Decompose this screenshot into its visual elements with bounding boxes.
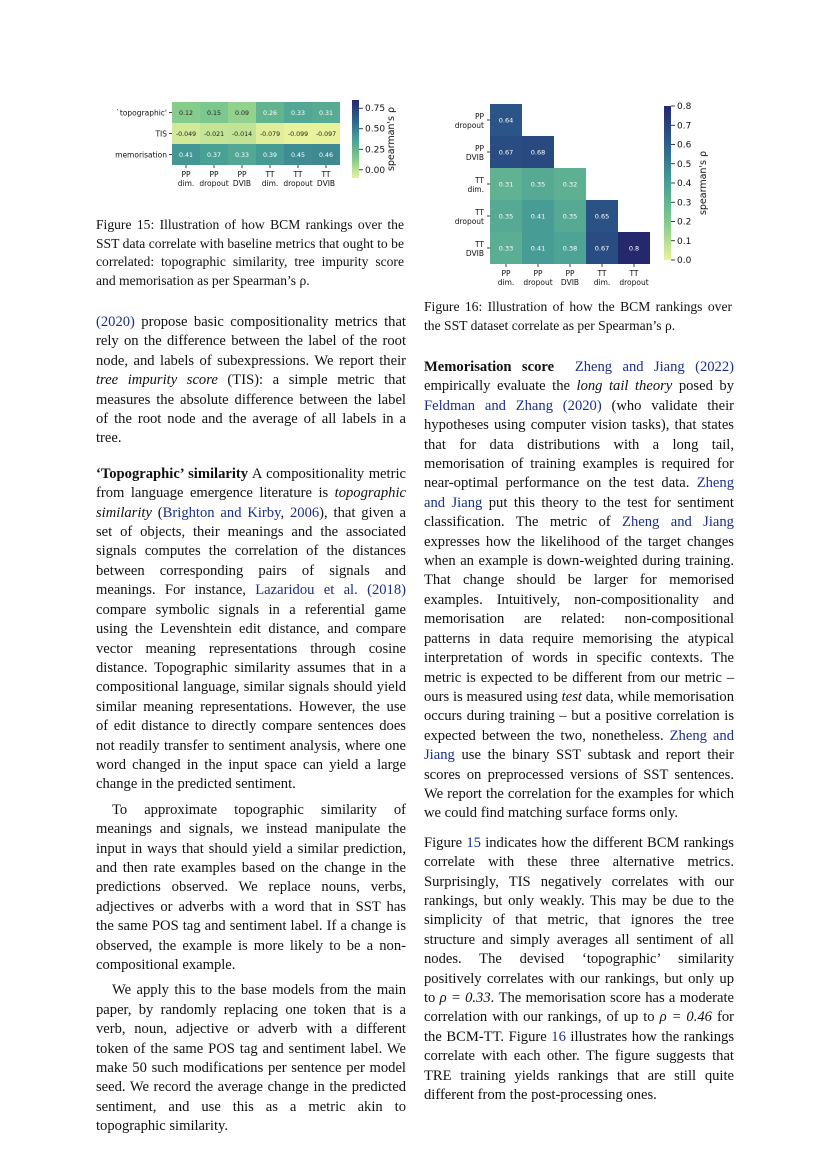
figure-15 [96,96,406,213]
citation-link[interactable]: (2020) [553,397,602,414]
heatmap-cell-label: -0.049 [175,131,197,138]
figure-15-heatmap [96,96,406,208]
citation-link[interactable]: 2006 [289,504,320,521]
heatmap-cell-label: 0.33 [290,110,306,117]
paragraph-topographic: ‘Topographic’ similarity A compositionality metric from language emergence literature is topographic similarity (Brighton and Kirby, 2006), that given a set of objects, their meanings and the associated signals computes the correlation of the distances between corresponding pairs of signals and meanings. For instance, Lazaridou et al. (2018) compare symbolic signals in a referential game using the Levenshtein edit distance, and compare vector meaning representations through cosine distance. Topographic similarity assumes that in a compositional language, similar signals should yield similar meaning representations. However, the use of edit distance to directly compare sentences does not readily transfer to sentiment analysis, where one word changed in the input space can yield a large change in the predicted sentiment. [96,465,407,793]
figure-16-heatmap [424,96,734,290]
colorbar-tick-label: 0.00 [365,165,386,176]
heatmap-cell-label: 0.31 [318,110,334,117]
colorbar-tick-label: 0.0 [677,256,692,266]
heatmap-cell-label: 0.65 [594,212,610,221]
colorbar-tick-label: 0.8 [677,102,692,112]
paragraph-apply: We apply this to the base models from the main paper, by randomly replacing one token that is a verb, noun, adjective or adverb with a different token of the same POS tag and sentiment label. We make 50 such modifications per sentence per model seed. We record the average change in the predicted sentiment, and use this as a metric akin to topographic similarity. [96,982,406,1135]
heatmap-cell-label: 0.39 [262,152,278,159]
x-tick-label: PP [181,170,191,179]
heatmap-cell-label: 0.68 [530,148,546,157]
heatmap-cell-label: 0.41 [178,152,194,159]
figure-16-caption: Figure 16: Illustration of how the BCM rankings over the SST dataset correlate as per Spearman’s ρ. [424,299,732,333]
x-tick-label: dropout [523,278,553,287]
citation-link[interactable]: Zheng and Jiang [574,359,685,375]
heatmap-cell-label: 0.67 [594,244,610,253]
heatmap-cell-label: -0.099 [287,131,309,138]
x-tick-label: PP [209,170,219,179]
x-tick-label: TT [265,170,275,179]
paragraph-memorisation: Memorisation score Zheng and Jiang (2022) empirically evaluate the long tail theory posed by Feldman and Zhang (2020) (who validate their hypotheses using computer vision tasks), that states that for data distributions with a long tail, memorisation of training examples is required for near-optimal performance on the test data. Zheng and Jiang put this theory to the test for sentiment classification. The metric of Zheng and Jiang expresses how the likelihood of the target changes when an example is down-weighted during training. That change should be larger for memorised examples. Intuitively, non-compositionality and memorisation are related: non-compositional patterns in data require memorising the atypical interpretation of words in specific contexts. The metric is expected to be different from our metric – ours is measured using test data, while memorisation occurs during training – but a positive correlation is expected between the two, nonetheless. Zheng and Jiang use the binary SST subtask and report their scores on preprocessed versions of SST sentences. We report the correlation for the examples for which we could find matching surface forms only. [424,359,734,822]
citation-link[interactable]: Zheng and Jiang [622,514,734,531]
paragraph-tis: (2020) propose basic compositionality metrics that rely on the difference between the label of the root node, and labels of subexpressions. We report their tree impurity score (TIS): a simple metric that measures the absolute difference between the label of the root node and the average of all labels in a tree. [96,314,406,447]
heatmap-cell-label: 0.12 [178,110,194,117]
y-tick-label: DVIB [465,153,484,162]
y-tick-label: memorisation [115,150,167,160]
heatmap-cell-label: 0.31 [498,180,514,189]
heatmap-cell-label: 0.35 [562,212,578,221]
colorbar-tick-label: 0.75 [365,104,386,115]
heatmap-cell-label: 0.37 [206,152,222,159]
colorbar-tick-label: 0.4 [677,179,692,189]
colorbar-label: spearman's ρ [386,106,397,172]
heatmap-cell-label: 0.26 [262,110,278,117]
colorbar-tick-label: 0.50 [365,124,386,135]
x-tick-label: DVIB [560,278,580,287]
x-tick-label: dim. [177,179,195,188]
colorbar-tick-label: 0.2 [677,217,692,228]
citation-link[interactable]: Zheng and Jiang [424,475,734,511]
colorbar-tick-label: 0.6 [677,140,692,151]
colorbar-tick-label: 0.5 [677,159,692,170]
heatmap-cell-label: 0.41 [530,244,546,253]
colorbar-tick-label: 0.1 [677,236,692,247]
x-tick-label: TT [321,170,331,179]
heatmap-cell-label: 0.46 [318,152,334,159]
x-tick-label: DVIB [316,179,336,188]
heatmap-cell-label: -0.079 [259,131,281,138]
x-tick-label: PP [533,269,543,278]
colorbar-tick-label: 0.7 [677,121,692,132]
y-tick-label: TT [474,208,484,217]
colorbar [664,106,671,260]
paragraph-figure-discussion: Figure 15 indicates how the different BCM rankings correlate with these three alternative metrics. Surprisingly, TIS negatively correlates with our rankings, but only weakly. This may be due to the simplicity of that metric, that ignores the tree structure and simply averages all sentiment of all nodes. The devised ‘topographic’ similarity positively correlates with our rankings, but only up to ρ = 0.33. The memorisation score has a moderate correlation with our rankings, of up to ρ = 0.46 for the BCM-TT. Figure 16 illustrates how the rankings correlate with each other. The figure suggests that TRE training yields rankings that are still quite different from the post-processing ones. [424,834,734,1104]
x-tick-label: PP [237,170,247,179]
heatmap-cell-label: 0.8 [628,244,640,253]
citation-link[interactable]: Feldman and Zhang [424,397,553,414]
x-tick-label: TT [293,170,303,179]
citation-link[interactable]: Lazaridou et al. [255,582,358,599]
colorbar [352,100,359,178]
x-tick-label: dropout [283,179,313,188]
citation-link[interactable]: (2020) [96,314,135,330]
y-tick-label: dropout [454,217,484,226]
figure-ref-link[interactable]: 16 [551,1028,566,1045]
x-tick-label: DVIB [232,179,252,188]
heatmap-cell-label: 0.32 [562,180,578,189]
x-tick-label: PP [565,269,575,278]
y-tick-label: DVIB [465,249,484,258]
section-heading-memorisation: Memorisation score [424,359,555,375]
y-tick-label: TT [474,240,484,249]
y-tick-label: PP [474,112,484,121]
figure-15-caption: Figure 15: Illustration of how BCM rankings over the SST data correlate with baseline metrics that ought to be correlated: topographic similarity, tree impurity score and memorisation as per Spearman’s ρ. [96,217,404,288]
heatmap-cell-label: 0.45 [290,152,306,159]
y-tick-label: dim. [467,185,484,194]
paragraph-approximate: To approximate topographic similarity of meanings and signals, we instead manipulate the input in ways that should yield a similar prediction, and then rate examples based on the change in the predictions observed. We replace nouns, verbs, adjectives or adverbs with a word that in SST has the same POS tag and sentiment label. If a change is observed, the example is more likely to be a non-compositional example. [96,801,406,973]
heatmap-cell-label: 0.35 [498,212,514,221]
y-tick-label: `topographic' [116,108,167,118]
heatmap-cell-label: 0.09 [234,110,250,117]
heatmap-cell-label: 0.38 [562,244,578,253]
y-tick-label: PP [474,144,484,153]
heatmap-cell-label: 0.67 [498,148,514,157]
y-tick-label: TIS [155,129,167,139]
x-tick-label: TT [629,269,639,278]
colorbar-tick-label: 0.3 [677,198,692,209]
x-tick-label: PP [501,269,511,278]
x-tick-label: TT [597,269,607,278]
left-column [96,313,406,1137]
heatmap-cell-label: 0.64 [498,116,514,125]
citation-link[interactable]: (2018) [367,582,406,599]
x-tick-label: dim. [593,278,611,287]
x-tick-label: dropout [619,278,649,287]
heatmap-cell-label: 0.35 [530,180,546,189]
citation-link[interactable]: (2022) [684,359,734,375]
citation-link[interactable]: Zheng and Jiang [424,727,734,764]
heatmap-cell-label: -0.097 [315,131,337,138]
right-column [424,358,734,1105]
heatmap-cell-label: -0.021 [203,131,225,138]
x-tick-label: dropout [199,179,229,188]
figure-ref-link[interactable]: 15 [466,834,481,851]
x-tick-label: dim. [261,179,279,188]
y-tick-label: TT [474,176,484,185]
heatmap-cell-label: 0.41 [530,212,546,221]
y-tick-label: dropout [454,121,484,130]
heatmap-cell-label: -0.014 [231,131,253,138]
colorbar-tick-label: 0.25 [365,145,386,156]
heatmap-cell-label: 0.15 [206,110,222,117]
heatmap-cell-label: 0.33 [234,152,250,159]
heatmap-cell-label: 0.33 [498,244,514,253]
section-heading-topographic: ‘Topographic’ similarity [96,465,249,482]
x-tick-label: dim. [497,278,515,287]
citation-link[interactable]: Brighton and Kirby [162,504,281,521]
colorbar-label: spearman's ρ [698,150,709,216]
figure-16 [424,96,734,295]
